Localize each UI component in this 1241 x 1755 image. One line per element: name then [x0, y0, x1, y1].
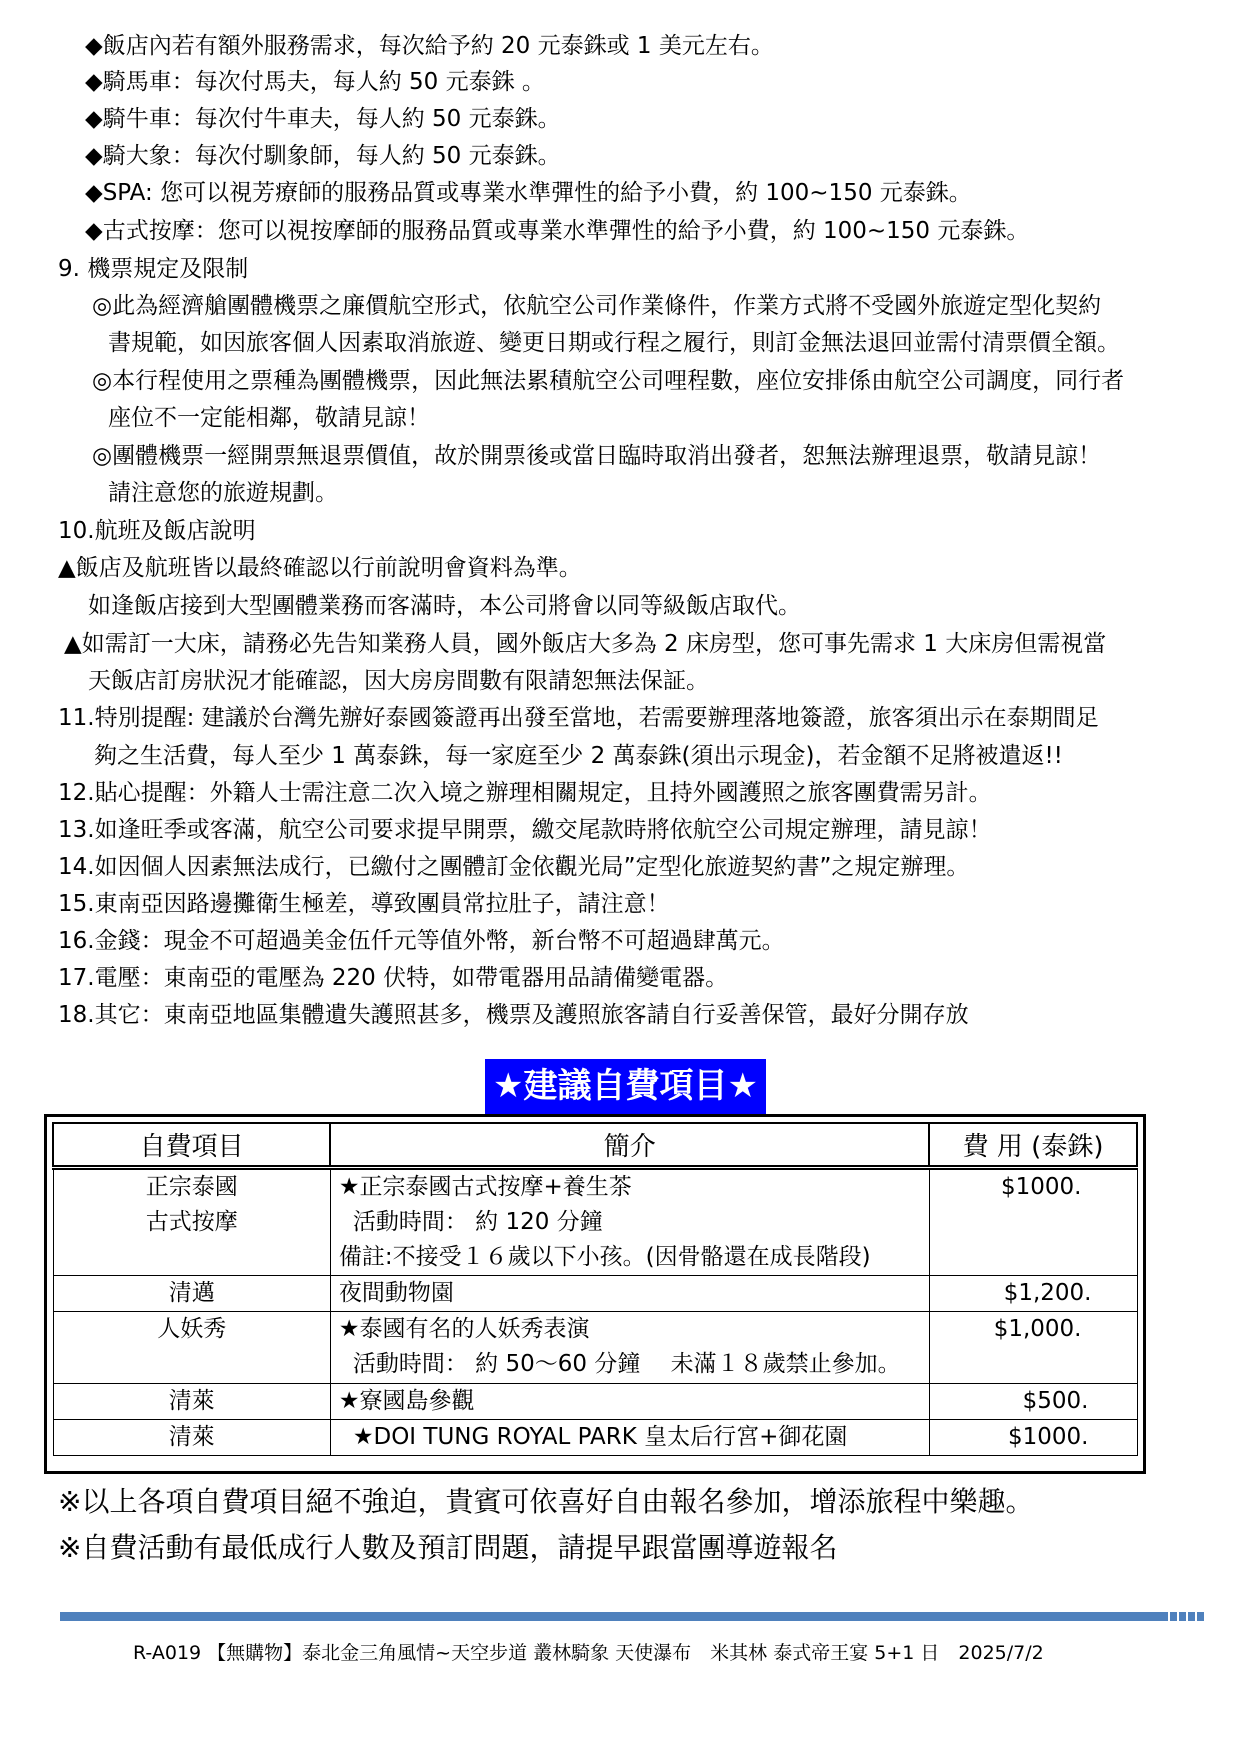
section-heading: 16.金錢：現金不可超過美金伍仟元等值外幣，新台幣不可超過肆萬元。: [58, 928, 785, 954]
header-item: 自費項目: [53, 1123, 330, 1167]
table-row: [53, 1275, 1137, 1311]
description-cell: [330, 1383, 929, 1419]
text-line: 請注意您的旅遊規劃。: [108, 480, 338, 506]
section-heading: 9. 機票規定及限制: [58, 256, 249, 282]
optional-tours-banner: ★建議自費項目★: [485, 1059, 766, 1114]
header-fee: 費 用 (泰銖): [929, 1123, 1137, 1167]
text-line: ◆騎大象：每次付馴象師，每人約 50 元泰銖。: [85, 143, 561, 169]
text-line: ◆騎牛車：每次付牛車夫，每人約 50 元泰銖。: [85, 106, 561, 132]
text-line: ◎此為經濟艙團體機票之廉價航空形式，依航空公司作業條件，作業方式將不受國外旅遊定型化契約: [92, 293, 1102, 319]
item-cell: 人妖秀: [53, 1311, 330, 1383]
text-line: ◎團體機票一經開票無退票價值，故於開票後或當日臨時取消出發者，恕無法辦理退票，敬請見諒！: [92, 443, 1102, 469]
description-line: ★正宗泰國古式按摩+養生茶: [338, 1173, 632, 1200]
table-header-row: [53, 1123, 1137, 1167]
text-line: ▲飯店及航班皆以最終確認以行前說明會資料為準。: [58, 555, 582, 581]
note-line: ※自費活動有最低成行人數及預訂問題，請提早跟當團導遊報名: [58, 1531, 838, 1564]
section-heading: 18.其它：東南亞地區集體遺失護照甚多，機票及護照旅客請自行妥善保管，最好分開存放: [58, 1002, 969, 1028]
fee-cell: $500.: [929, 1383, 1137, 1419]
text-line: ◆騎馬車：每次付馬夫，每人約 50 元泰銖 。: [85, 69, 545, 95]
note-line: ※以上各項自費項目絕不強迫，貴賓可依喜好自由報名參加，增添旅程中樂趣。: [58, 1485, 1034, 1518]
text-line: 座位不一定能相鄰，敬請見諒！: [108, 405, 430, 431]
text-line: ◆SPA: 您可以視芳療師的服務品質或專業水準彈性的給予小費，約 100~150 元泰銖。: [85, 180, 972, 206]
description-line: 活動時間： 約 50～60 分鐘 未滿１８歲禁止參加。: [352, 1350, 901, 1377]
description-line: 活動時間： 約 120 分鐘: [352, 1208, 603, 1235]
table-row: [53, 1311, 1137, 1383]
section-heading: 13.如逢旺季或客滿，航空公司要求提早開票，繳交尾款時將依航空公司規定辦理，請見諒！: [58, 817, 992, 843]
optional-tours-table: [52, 1122, 1138, 1456]
fee-cell: $1000.: [929, 1419, 1137, 1455]
text-line: ◆古式按摩：您可以視按摩師的服務品質或專業水準彈性的給予小費，約 100~150 元泰銖。: [85, 218, 1030, 244]
item-cell: 正宗泰國 古式按摩: [53, 1167, 330, 1275]
description-cell: [330, 1275, 929, 1311]
text-line: ◎本行程使用之票種為團體機票，因此無法累積航空公司哩程數，座位安排係由航空公司調度，同行者: [92, 368, 1125, 394]
footer-divider: [60, 1612, 1206, 1621]
fee-cell: $1000.: [929, 1167, 1137, 1275]
text-line: 天飯店訂房狀況才能確認，因大房房間數有限請恕無法保証。: [88, 668, 709, 694]
item-cell: 清萊: [53, 1419, 330, 1455]
description-line: 備註:不接受１６歲以下小孩。(因骨骼還在成長階段): [338, 1243, 871, 1270]
fee-cell: $1,000.: [929, 1311, 1137, 1383]
text-line: 書規範，如因旅客個人因素取消旅遊、變更日期或行程之履行，則訂金無法退回並需付清票價全額。: [108, 330, 1120, 356]
section-heading: 10.航班及飯店說明: [58, 518, 256, 544]
description-cell: [330, 1311, 929, 1383]
description-line: 夜間動物園: [338, 1279, 454, 1306]
section-heading: 14.如因個人因素無法成行，已繳付之團體訂金依觀光局”定型化旅遊契約書”之規定辦理。: [58, 854, 970, 880]
text-line: 夠之生活費，每人至少 1 萬泰銖，每一家庭至少 2 萬泰銖(須出示現金)，若金額不足將被遣返!!: [94, 743, 1063, 769]
header-description: 簡介: [330, 1123, 929, 1167]
table-row: [53, 1419, 1137, 1455]
table-row: [53, 1383, 1137, 1419]
text-line: 如逢飯店接到大型團體業務而客滿時，本公司將會以同等級飯店取代。: [88, 593, 801, 619]
table-row: [53, 1167, 1137, 1275]
section-heading: 12.貼心提醒：外籍人士需注意二次入境之辦理相關規定，且持外國護照之旅客團費需另計。: [58, 780, 992, 806]
section-heading: 15.東南亞因路邊攤衛生極差，導致團員常拉肚子，請注意！: [58, 891, 670, 917]
description-line: ★泰國有名的人妖秀表演: [338, 1315, 590, 1342]
item-cell: 清萊: [53, 1383, 330, 1419]
footer-text: R-A019 【無購物】泰北金三角風情~天空步道 叢林騎象 天使瀑布 米其林 泰式帝王宴 5+1 日 2025/7/2: [133, 1642, 1044, 1664]
section-heading: 17.電壓：東南亞的電壓為 220 伏特，如帶電器用品請備變電器。: [58, 965, 729, 991]
item-cell: 清邁: [53, 1275, 330, 1311]
fee-cell: $1,200.: [929, 1275, 1137, 1311]
section-heading: 11.特別提醒: 建議於台灣先辦好泰國簽證再出發至當地，若需要辦理落地簽證，旅客須出示在泰期間足: [58, 705, 1099, 731]
description-cell: [330, 1167, 929, 1275]
text-line: ◆飯店內若有額外服務需求，每次給予約 20 元泰銖或 1 美元左右。: [85, 33, 774, 59]
description-line: ★寮國島參觀: [338, 1387, 475, 1414]
text-line: ▲如需訂一大床，請務必先告知業務人員，國外飯店大多為 2 床房型，您可事先需求 1 大床房但需視當: [64, 631, 1107, 657]
description-line: ★DOI TUNG ROYAL PARK 皇太后行宮+御花園: [352, 1423, 848, 1450]
description-cell: [330, 1419, 929, 1455]
